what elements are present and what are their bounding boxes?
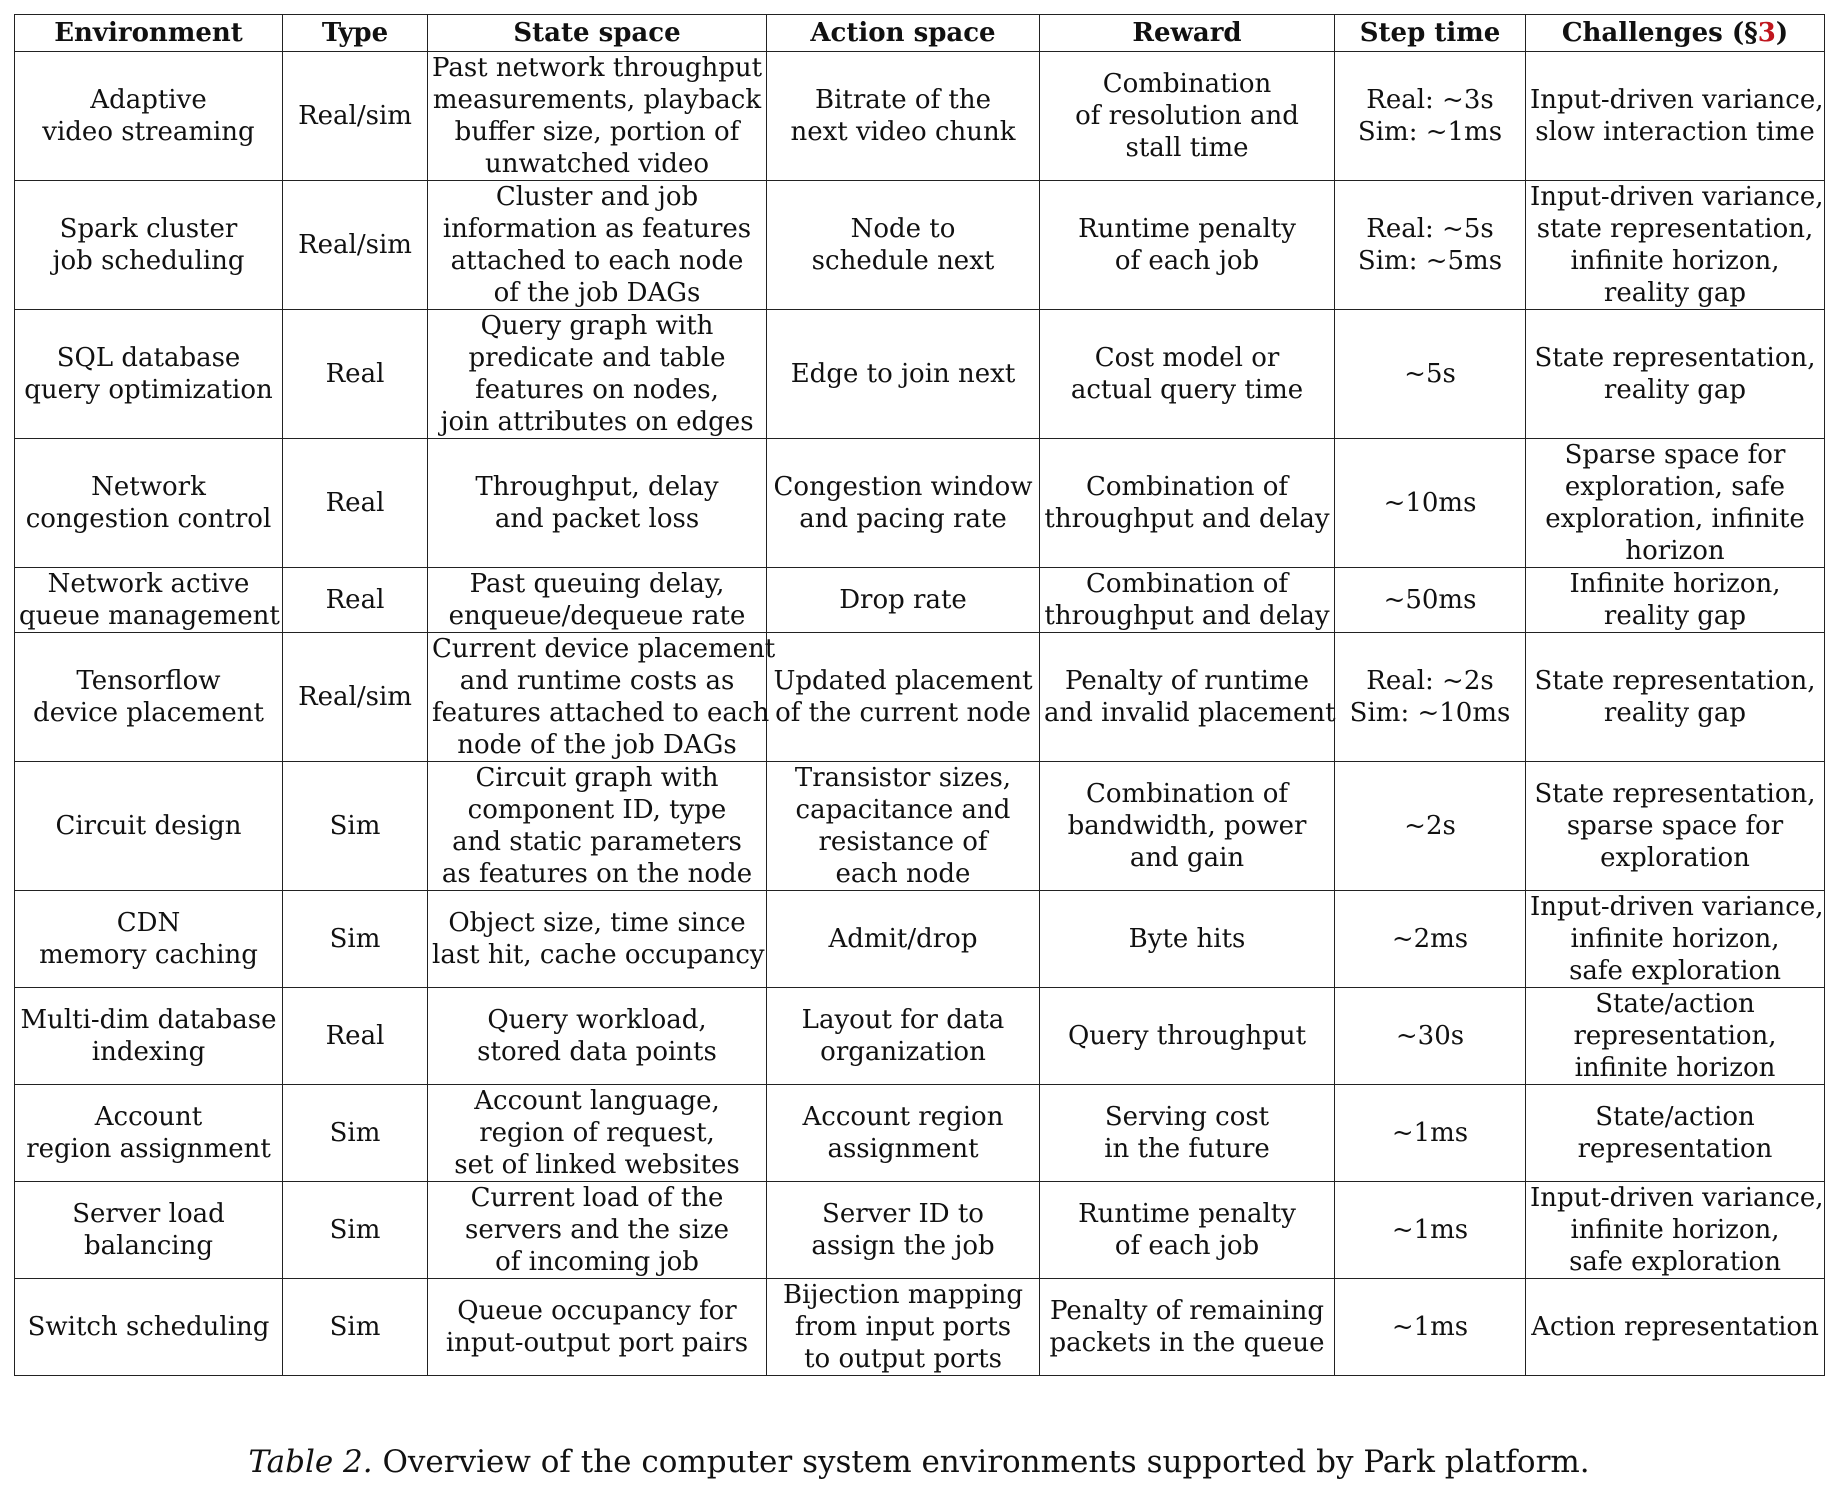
- cell-environment: [15, 1085, 283, 1182]
- cell-type: [283, 891, 428, 988]
- cell-line: Sim: [329, 924, 381, 954]
- table-caption: [0, 1442, 1838, 1482]
- cell-line: unwatched video: [485, 149, 709, 179]
- cell-line: Penalty of runtime: [1065, 666, 1309, 696]
- cell-type: [283, 1279, 428, 1376]
- cell-line: Real: [325, 585, 385, 615]
- cell-line: device placement: [33, 698, 264, 728]
- cell-line: and gain: [1129, 843, 1245, 873]
- cell-action-space: [767, 1085, 1040, 1182]
- cell-line: State/action: [1595, 1102, 1755, 1132]
- cell-line: Real: ~2s: [1366, 666, 1494, 696]
- cell-line: ~10ms: [1383, 488, 1477, 518]
- cell-step-time: [1335, 891, 1526, 988]
- cell-line: region of request,: [479, 1118, 715, 1148]
- cell-action-space: [767, 181, 1040, 310]
- cell-line: of resolution and: [1075, 101, 1299, 131]
- table-row: [15, 1279, 1825, 1376]
- cell-line: Real: ~5s: [1366, 214, 1494, 244]
- cell-line: organization: [820, 1037, 986, 1067]
- table-row: [15, 310, 1825, 439]
- cell-challenges: [1526, 310, 1825, 439]
- cell-type: [283, 181, 428, 310]
- header-type: Type: [283, 15, 428, 52]
- cell-line: Input-driven variance,: [1530, 85, 1824, 115]
- cell-line: Past queuing delay,: [469, 569, 725, 599]
- cell-line: Network: [91, 472, 206, 502]
- cell-line: Runtime penalty: [1078, 214, 1296, 244]
- cell-line: assignment: [827, 1134, 979, 1164]
- cell-line: set of linked websites: [454, 1150, 740, 1180]
- cell-environment: [15, 633, 283, 762]
- cell-challenges: [1526, 891, 1825, 988]
- cell-line: capacitance and: [795, 795, 1011, 825]
- cell-type: [283, 1182, 428, 1279]
- cell-line: Drop rate: [839, 585, 967, 615]
- cell-line: Sim: ~5ms: [1357, 246, 1503, 276]
- cell-line: job scheduling: [52, 246, 245, 276]
- cell-line: buffer size, portion of: [454, 117, 740, 147]
- cell-line: representation,: [1573, 1021, 1777, 1051]
- cell-action-space: [767, 568, 1040, 633]
- cell-line: balancing: [84, 1231, 213, 1261]
- cell-line: sparse space for: [1566, 811, 1784, 841]
- cell-line: region assignment: [26, 1134, 271, 1164]
- cell-line: information as features: [442, 214, 752, 244]
- cell-line: reality gap: [1603, 698, 1747, 728]
- cell-line: Object size, time since: [448, 908, 746, 938]
- cell-line: of the current node: [775, 698, 1031, 728]
- cell-line: State representation,: [1534, 343, 1816, 373]
- table-row: [15, 439, 1825, 568]
- cell-line: Real: [325, 359, 385, 389]
- cell-line: Input-driven variance,: [1530, 892, 1824, 922]
- cell-step-time: [1335, 310, 1526, 439]
- cell-line: and packet loss: [494, 504, 700, 534]
- cell-state-space: [428, 1085, 767, 1182]
- cell-line: Real: ~3s: [1366, 85, 1494, 115]
- cell-line: throughput and delay: [1044, 504, 1330, 534]
- cell-step-time: [1335, 439, 1526, 568]
- cell-line: predicate and table: [468, 343, 726, 373]
- cell-line: Sim: ~1ms: [1357, 117, 1503, 147]
- cell-line: Cost model or: [1094, 343, 1280, 373]
- cell-line: and static parameters: [452, 827, 742, 857]
- cell-environment: [15, 762, 283, 891]
- cell-action-space: [767, 439, 1040, 568]
- cell-line: safe exploration: [1569, 1247, 1781, 1277]
- cell-state-space: [428, 1279, 767, 1376]
- cell-line: Circuit graph with: [475, 763, 719, 793]
- cell-line: Bitrate of the: [814, 85, 992, 115]
- cell-line: Real/sim: [298, 682, 412, 712]
- cell-line: SQL database: [56, 343, 241, 373]
- cell-type: [283, 762, 428, 891]
- cell-type: [283, 310, 428, 439]
- environments-table: [14, 14, 1825, 1376]
- header-action-space: Action space: [767, 15, 1040, 52]
- cell-line: bandwidth, power: [1067, 811, 1307, 841]
- header-state-space: State space: [428, 15, 767, 52]
- cell-line: and pacing rate: [799, 504, 1007, 534]
- cell-line: attached to each node: [450, 246, 744, 276]
- cell-line: of the job DAGs: [493, 278, 701, 308]
- cell-line: servers and the size: [464, 1215, 729, 1245]
- cell-line: features on nodes,: [475, 375, 719, 405]
- cell-line: Sim: [329, 811, 381, 841]
- cell-line: to output ports: [804, 1344, 1002, 1374]
- cell-line: Runtime penalty: [1078, 1199, 1296, 1229]
- cell-line: ~5s: [1404, 359, 1456, 389]
- cell-state-space: [428, 310, 767, 439]
- cell-line: throughput and delay: [1044, 601, 1330, 631]
- cell-reward: [1040, 310, 1335, 439]
- cell-environment: [15, 439, 283, 568]
- cell-line: last hit, cache occupancy: [432, 940, 765, 970]
- cell-line: ~2s: [1404, 811, 1456, 841]
- cell-line: ~1ms: [1391, 1118, 1469, 1148]
- cell-line: Queue occupancy for: [457, 1296, 737, 1326]
- cell-challenges: [1526, 988, 1825, 1085]
- cell-line: as features on the node: [441, 859, 753, 889]
- cell-line: join attributes on edges: [440, 407, 754, 437]
- cell-line: packets in the queue: [1049, 1328, 1325, 1358]
- cell-state-space: [428, 633, 776, 762]
- cell-line: component ID, type: [467, 795, 727, 825]
- table-row: [15, 891, 1825, 988]
- cell-state-space: [428, 988, 767, 1085]
- cell-challenges: [1526, 1279, 1825, 1376]
- cell-environment: [15, 181, 283, 310]
- cell-challenges: [1526, 439, 1825, 568]
- cell-line: features attached to each: [432, 698, 770, 728]
- cell-type: [283, 633, 428, 762]
- cell-line: exploration: [1600, 843, 1750, 873]
- cell-line: Sim: [329, 1118, 381, 1148]
- cell-line: ~2ms: [1391, 924, 1469, 954]
- cell-line: horizon: [1625, 536, 1725, 566]
- cell-state-space: [428, 181, 767, 310]
- cell-line: reality gap: [1603, 601, 1747, 631]
- cell-line: each node: [835, 859, 971, 889]
- cell-line: Switch scheduling: [27, 1312, 270, 1342]
- cell-step-time: [1335, 1279, 1526, 1376]
- cell-action-space: [767, 310, 1040, 439]
- cell-step-time: [1335, 1085, 1526, 1182]
- cell-step-time: [1335, 988, 1526, 1085]
- table-header: [15, 15, 1825, 52]
- cell-reward: [1040, 1085, 1335, 1182]
- cell-type: [283, 52, 428, 181]
- cell-line: State representation,: [1534, 666, 1816, 696]
- cell-line: ~1ms: [1391, 1312, 1469, 1342]
- cell-action-space: [767, 1279, 1040, 1376]
- cell-action-space: [767, 762, 1040, 891]
- cell-line: Input-driven variance,: [1530, 1183, 1824, 1213]
- cell-line: Sim: ~10ms: [1349, 698, 1511, 728]
- cell-step-time: [1335, 1182, 1526, 1279]
- cell-line: ~30s: [1395, 1021, 1465, 1051]
- cell-step-time: [1335, 762, 1526, 891]
- cell-line: state representation,: [1536, 214, 1814, 244]
- cell-line: Combination: [1102, 69, 1272, 99]
- cell-reward: [1040, 988, 1335, 1085]
- cell-line: congestion control: [25, 504, 272, 534]
- cell-line: infinite horizon,: [1570, 1215, 1780, 1245]
- cell-line: input-output port pairs: [445, 1328, 749, 1358]
- cell-reward: [1040, 568, 1335, 633]
- table-row: [15, 1182, 1825, 1279]
- environments-table-container: [14, 14, 1824, 1376]
- cell-line: stall time: [1125, 133, 1249, 163]
- cell-line: Real/sim: [298, 230, 412, 260]
- cell-reward: [1040, 1182, 1335, 1279]
- header-challenges: [1526, 15, 1825, 52]
- cell-line: schedule next: [811, 246, 995, 276]
- cell-line: assign the job: [811, 1231, 995, 1261]
- cell-state-space: [428, 1182, 767, 1279]
- cell-line: Sim: [329, 1215, 381, 1245]
- cell-challenges: [1526, 633, 1825, 762]
- cell-action-space: [767, 1182, 1040, 1279]
- cell-state-space: [428, 52, 767, 181]
- cell-line: infinite horizon,: [1570, 924, 1780, 954]
- cell-line: Circuit design: [55, 811, 242, 841]
- cell-line: indexing: [91, 1037, 206, 1067]
- cell-line: Admit/drop: [828, 924, 978, 954]
- cell-environment: [15, 568, 283, 633]
- cell-line: queue management: [19, 601, 280, 631]
- cell-line: Spark cluster: [59, 214, 238, 244]
- cell-type: [283, 1085, 428, 1182]
- cell-line: Combination of: [1085, 569, 1289, 599]
- cell-type: [283, 568, 428, 633]
- header-row: [15, 15, 1825, 52]
- cell-line: Sparse space for: [1564, 440, 1786, 470]
- cell-line: resistance of: [818, 827, 988, 857]
- cell-environment: [15, 1279, 283, 1376]
- cell-line: Server load: [72, 1199, 225, 1229]
- cell-line: Tensorflow: [76, 666, 221, 696]
- cell-line: safe exploration: [1569, 956, 1781, 986]
- cell-line: Layout for data: [801, 1005, 1005, 1035]
- table-row: [15, 988, 1825, 1085]
- cell-line: stored data points: [477, 1037, 717, 1067]
- cell-line: Combination of: [1085, 472, 1289, 502]
- cell-line: representation: [1577, 1134, 1773, 1164]
- cell-line: slow interaction time: [1535, 117, 1815, 147]
- cell-line: Updated placement: [773, 666, 1033, 696]
- cell-line: Account: [94, 1102, 203, 1132]
- cell-line: Transistor sizes,: [794, 763, 1012, 793]
- cell-action-space: [767, 633, 1040, 762]
- cell-line: query optimization: [24, 375, 273, 405]
- cell-line: infinite horizon,: [1570, 246, 1780, 276]
- cell-reward: [1040, 762, 1335, 891]
- cell-line: Action representation: [1531, 1312, 1819, 1342]
- cell-line: video streaming: [42, 117, 255, 147]
- cell-line: of each job: [1114, 246, 1260, 276]
- cell-reward: [1040, 181, 1335, 310]
- cell-reward: [1040, 891, 1335, 988]
- cell-line: State/action: [1595, 989, 1755, 1019]
- cell-step-time: [1335, 52, 1526, 181]
- cell-line: and runtime costs as: [459, 666, 735, 696]
- table-row: [15, 181, 1825, 310]
- cell-challenges: [1526, 762, 1825, 891]
- table-row: [15, 633, 1825, 762]
- cell-state-space: [428, 568, 767, 633]
- header-step-time: Step time: [1335, 15, 1526, 52]
- cell-line: Infinite horizon,: [1569, 569, 1781, 599]
- cell-line: reality gap: [1603, 375, 1747, 405]
- cell-line: exploration, safe: [1564, 472, 1786, 502]
- cell-line: exploration, infinite: [1545, 504, 1805, 534]
- cell-reward: [1040, 633, 1335, 762]
- cell-line: Multi-dim database: [20, 1005, 277, 1035]
- cell-line: Current device placement: [432, 634, 776, 664]
- cell-environment: [15, 1182, 283, 1279]
- cell-line: Combination of: [1085, 779, 1289, 809]
- cell-challenges: [1526, 52, 1825, 181]
- header-challenges-suffix: ): [1775, 18, 1789, 48]
- cell-type: [283, 988, 428, 1085]
- cell-line: memory caching: [39, 940, 258, 970]
- cell-line: Serving cost: [1104, 1102, 1270, 1132]
- cell-line: Cluster and job: [495, 182, 699, 212]
- table-row: [15, 568, 1825, 633]
- cell-line: State representation,: [1534, 779, 1816, 809]
- cell-line: of incoming job: [495, 1247, 699, 1277]
- cell-type: [283, 439, 428, 568]
- cell-step-time: [1335, 568, 1526, 633]
- cell-step-time: [1335, 633, 1526, 762]
- cell-line: Penalty of remaining: [1050, 1296, 1324, 1326]
- cell-line: reality gap: [1603, 278, 1747, 308]
- cell-challenges: [1526, 181, 1825, 310]
- cell-line: Query workload,: [487, 1005, 707, 1035]
- cell-reward: [1040, 1279, 1335, 1376]
- cell-line: Network active: [47, 569, 250, 599]
- cell-line: Real/sim: [298, 101, 412, 131]
- cell-line: Server ID to: [822, 1199, 984, 1229]
- cell-line: Real: [325, 488, 385, 518]
- cell-line: Bijection mapping: [782, 1280, 1023, 1310]
- header-challenges-prefix: Challenges (§: [1561, 18, 1758, 48]
- cell-challenges: [1526, 1085, 1825, 1182]
- cell-environment: [15, 52, 283, 181]
- cell-line: ~1ms: [1391, 1215, 1469, 1245]
- cell-line: of each job: [1114, 1231, 1260, 1261]
- table-row: [15, 762, 1825, 891]
- cell-line: Throughput, delay: [475, 472, 719, 502]
- cell-line: Congestion window: [773, 472, 1033, 502]
- section-reference-link[interactable]: 3: [1757, 18, 1776, 48]
- cell-step-time: [1335, 181, 1526, 310]
- cell-state-space: [428, 439, 767, 568]
- cell-line: infinite horizon: [1574, 1053, 1776, 1083]
- cell-line: ~50ms: [1383, 585, 1477, 615]
- cell-environment: [15, 310, 283, 439]
- table-row: [15, 52, 1825, 181]
- cell-state-space: [428, 762, 767, 891]
- cell-reward: [1040, 439, 1335, 568]
- header-environment: Environment: [15, 15, 283, 52]
- cell-line: Past network throughput: [432, 53, 763, 83]
- cell-line: Account region: [802, 1102, 1004, 1132]
- cell-line: CDN: [116, 908, 181, 938]
- caption-text: Overview of the computer system environments supported by Park platform.: [382, 1444, 1590, 1480]
- cell-challenges: [1526, 568, 1825, 633]
- cell-line: Query throughput: [1067, 1021, 1307, 1051]
- cell-line: node of the job DAGs: [457, 730, 737, 760]
- cell-line: enqueue/dequeue rate: [448, 601, 746, 631]
- header-reward: Reward: [1040, 15, 1335, 52]
- cell-reward: [1040, 52, 1335, 181]
- cell-action-space: [767, 988, 1040, 1085]
- cell-line: Query graph with: [480, 311, 714, 341]
- cell-line: actual query time: [1070, 375, 1304, 405]
- cell-line: in the future: [1104, 1134, 1270, 1164]
- table-row: [15, 1085, 1825, 1182]
- cell-challenges: [1526, 1182, 1825, 1279]
- cell-line: Input-driven variance,: [1530, 182, 1824, 212]
- cell-line: Real: [325, 1021, 385, 1051]
- cell-line: and invalid placement: [1044, 698, 1336, 728]
- cell-line: Byte hits: [1128, 924, 1246, 954]
- cell-line: Account language,: [474, 1086, 720, 1116]
- cell-line: Edge to join next: [790, 359, 1016, 389]
- cell-state-space: [428, 891, 767, 988]
- cell-environment: [15, 891, 283, 988]
- cell-action-space: [767, 891, 1040, 988]
- cell-line: measurements, playback: [432, 85, 762, 115]
- cell-line: from input ports: [794, 1312, 1012, 1342]
- cell-line: Sim: [329, 1312, 381, 1342]
- table-body: [15, 52, 1825, 1376]
- cell-line: Current load of the: [470, 1183, 724, 1213]
- cell-environment: [15, 988, 283, 1085]
- cell-line: Adaptive: [90, 85, 207, 115]
- cell-line: next video chunk: [790, 117, 1016, 147]
- caption-label: Table 2.: [248, 1444, 373, 1480]
- cell-action-space: [767, 52, 1040, 181]
- cell-line: Node to: [850, 214, 956, 244]
